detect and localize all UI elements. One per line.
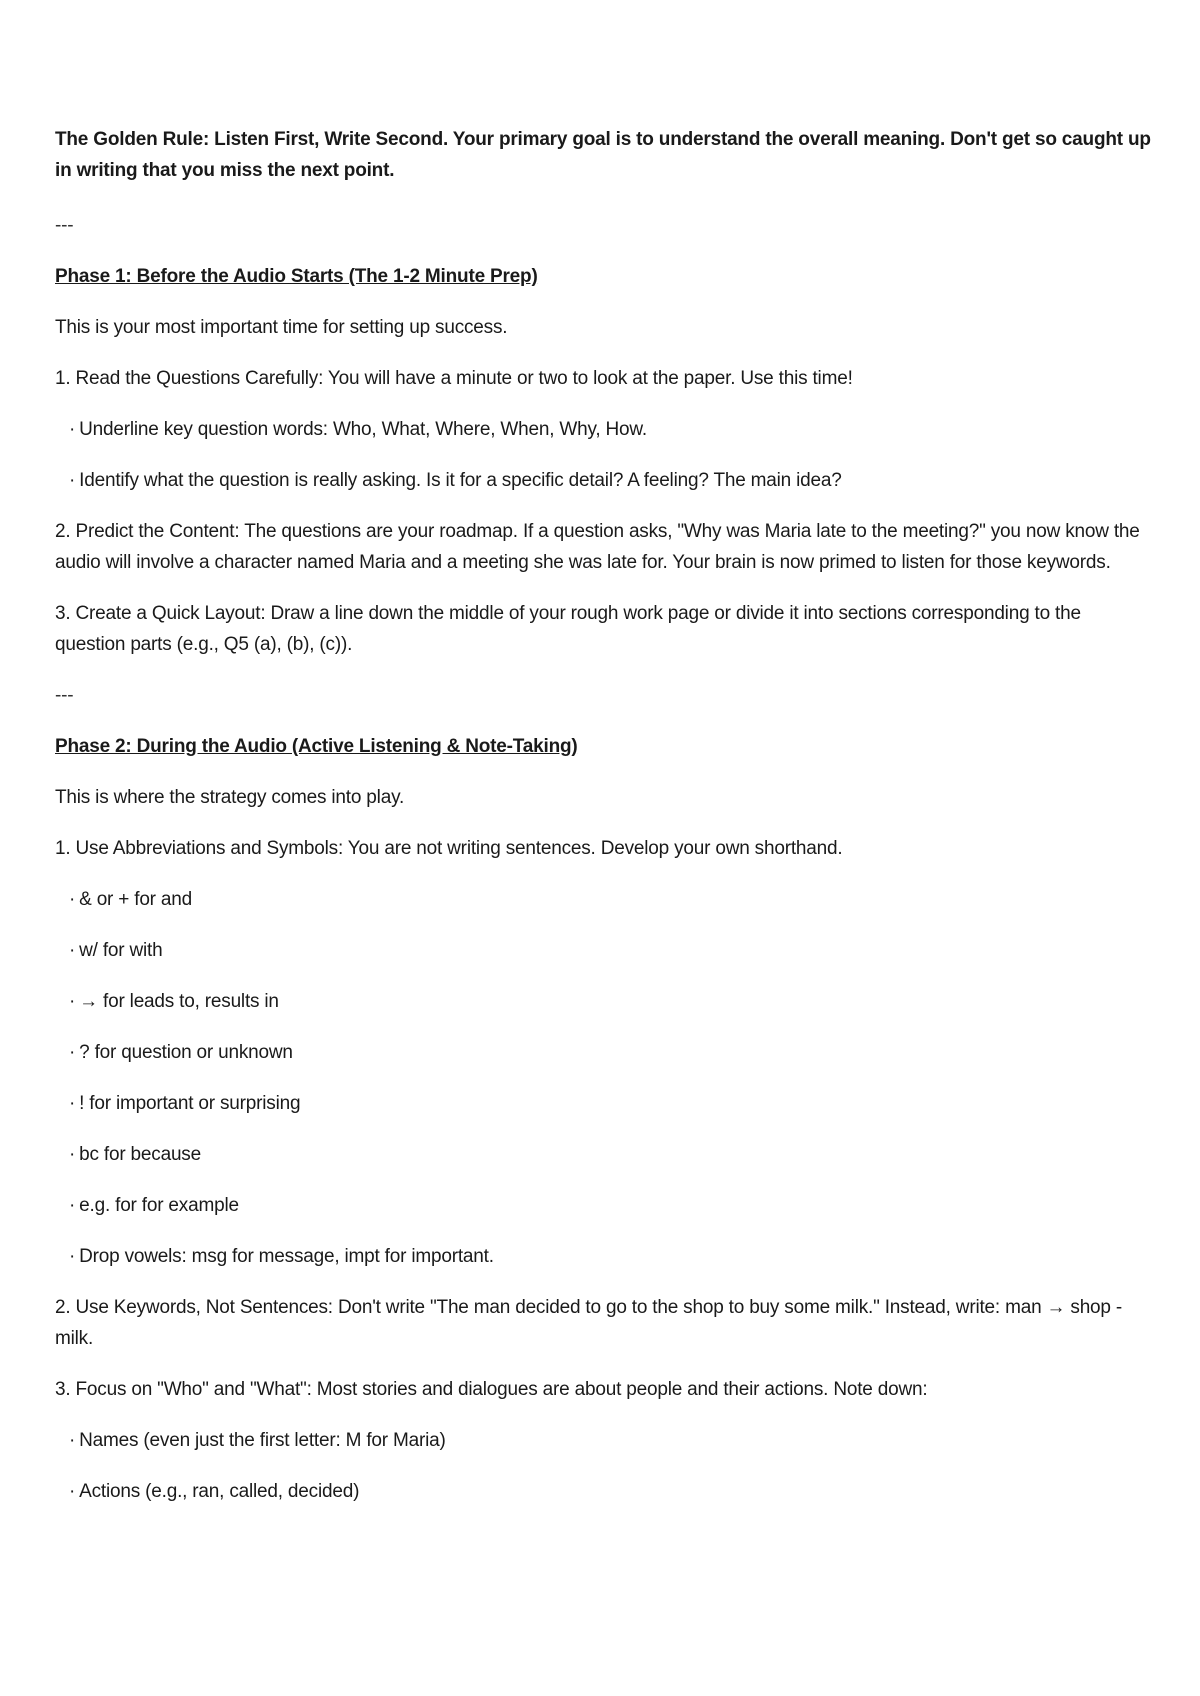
- phase1-item-1: 1. Read the Questions Carefully: You will have a minute or two to look at the paper. Use this time!: [55, 368, 853, 389]
- bullet-item: · bc for because: [69, 1144, 201, 1165]
- bullet-icon: ·: [69, 889, 76, 910]
- bullet-item: · Underline key question words: Who, What, Where, When, Why, How.: [69, 419, 647, 440]
- bullet-item: · Identify what the question is really asking. Is it for a specific detail? A feeling? The main idea?: [69, 470, 842, 491]
- bullet-icon: ·: [69, 1195, 76, 1216]
- phase2-item-3: 3. Focus on "Who" and "What": Most stories and dialogues are about people and their actions. Note down:: [55, 1379, 928, 1400]
- phase2-intro: This is where the strategy comes into play.: [55, 787, 405, 808]
- phase2-heading: Phase 2: During the Audio (Active Listening & Note-Taking): [55, 736, 578, 757]
- separator: ---: [55, 215, 74, 236]
- phase1-heading: Phase 1: Before the Audio Starts (The 1-2 Minute Prep): [55, 266, 538, 287]
- bullet-item: · & or + for and: [69, 889, 192, 910]
- bullet-icon: ·: [69, 1093, 76, 1114]
- golden-rule: The Golden Rule: Listen First, Write Second. Your primary goal is to understand the overall meaning. Don't get so caught up in writing that you miss the next point.: [55, 129, 1151, 181]
- bullet-item: · ! for important or surprising: [69, 1093, 301, 1114]
- phase1-intro: This is your most important time for setting up success.: [55, 317, 508, 338]
- phase2-item-2: 2. Use Keywords, Not Sentences: Don't write "The man decided to go to the shop to buy some milk." Instead, write: man → shop - milk.: [55, 1297, 1122, 1349]
- bullet-icon: ·: [69, 940, 76, 961]
- bullet-item: · Actions (e.g., ran, called, decided): [69, 1481, 360, 1502]
- bullet-icon: ·: [69, 1144, 76, 1165]
- separator: ---: [55, 685, 74, 706]
- bullet-icon: ·: [69, 1481, 76, 1502]
- bullet-icon: ·: [69, 1246, 76, 1267]
- bullet-item: · → for leads to, results in: [69, 991, 279, 1012]
- bullet-icon: ·: [69, 419, 76, 440]
- bullet-icon: ·: [69, 470, 76, 491]
- bullet-item: · Names (even just the first letter: M for Maria): [69, 1430, 446, 1451]
- bullet-item: · e.g. for for example: [69, 1195, 239, 1216]
- bullet-icon: ·: [69, 1430, 76, 1451]
- bullet-item: · ? for question or unknown: [69, 1042, 293, 1063]
- bullet-item: · Drop vowels: msg for message, impt for important.: [69, 1246, 494, 1267]
- phase1-item-3: 3. Create a Quick Layout: Draw a line down the middle of your rough work page or divide it into sections corresponding to the question parts (e.g., Q5 (a), (b), (c)).: [55, 603, 1081, 655]
- phase1-item-2: 2. Predict the Content: The questions are your roadmap. If a question asks, "Why was Maria late to the meeting?" you now know the audio will involve a character named Maria and a meeting she was late for. Your brain is now primed to listen for those keywords.: [55, 521, 1140, 573]
- document-page: [55, 124, 1155, 1527]
- phase2-item-1: 1. Use Abbreviations and Symbols: You are not writing sentences. Develop your own shorthand.: [55, 838, 843, 859]
- bullet-item: · w/ for with: [69, 940, 163, 961]
- bullet-icon: ·: [69, 1042, 76, 1063]
- bullet-icon: ·: [69, 991, 76, 1012]
